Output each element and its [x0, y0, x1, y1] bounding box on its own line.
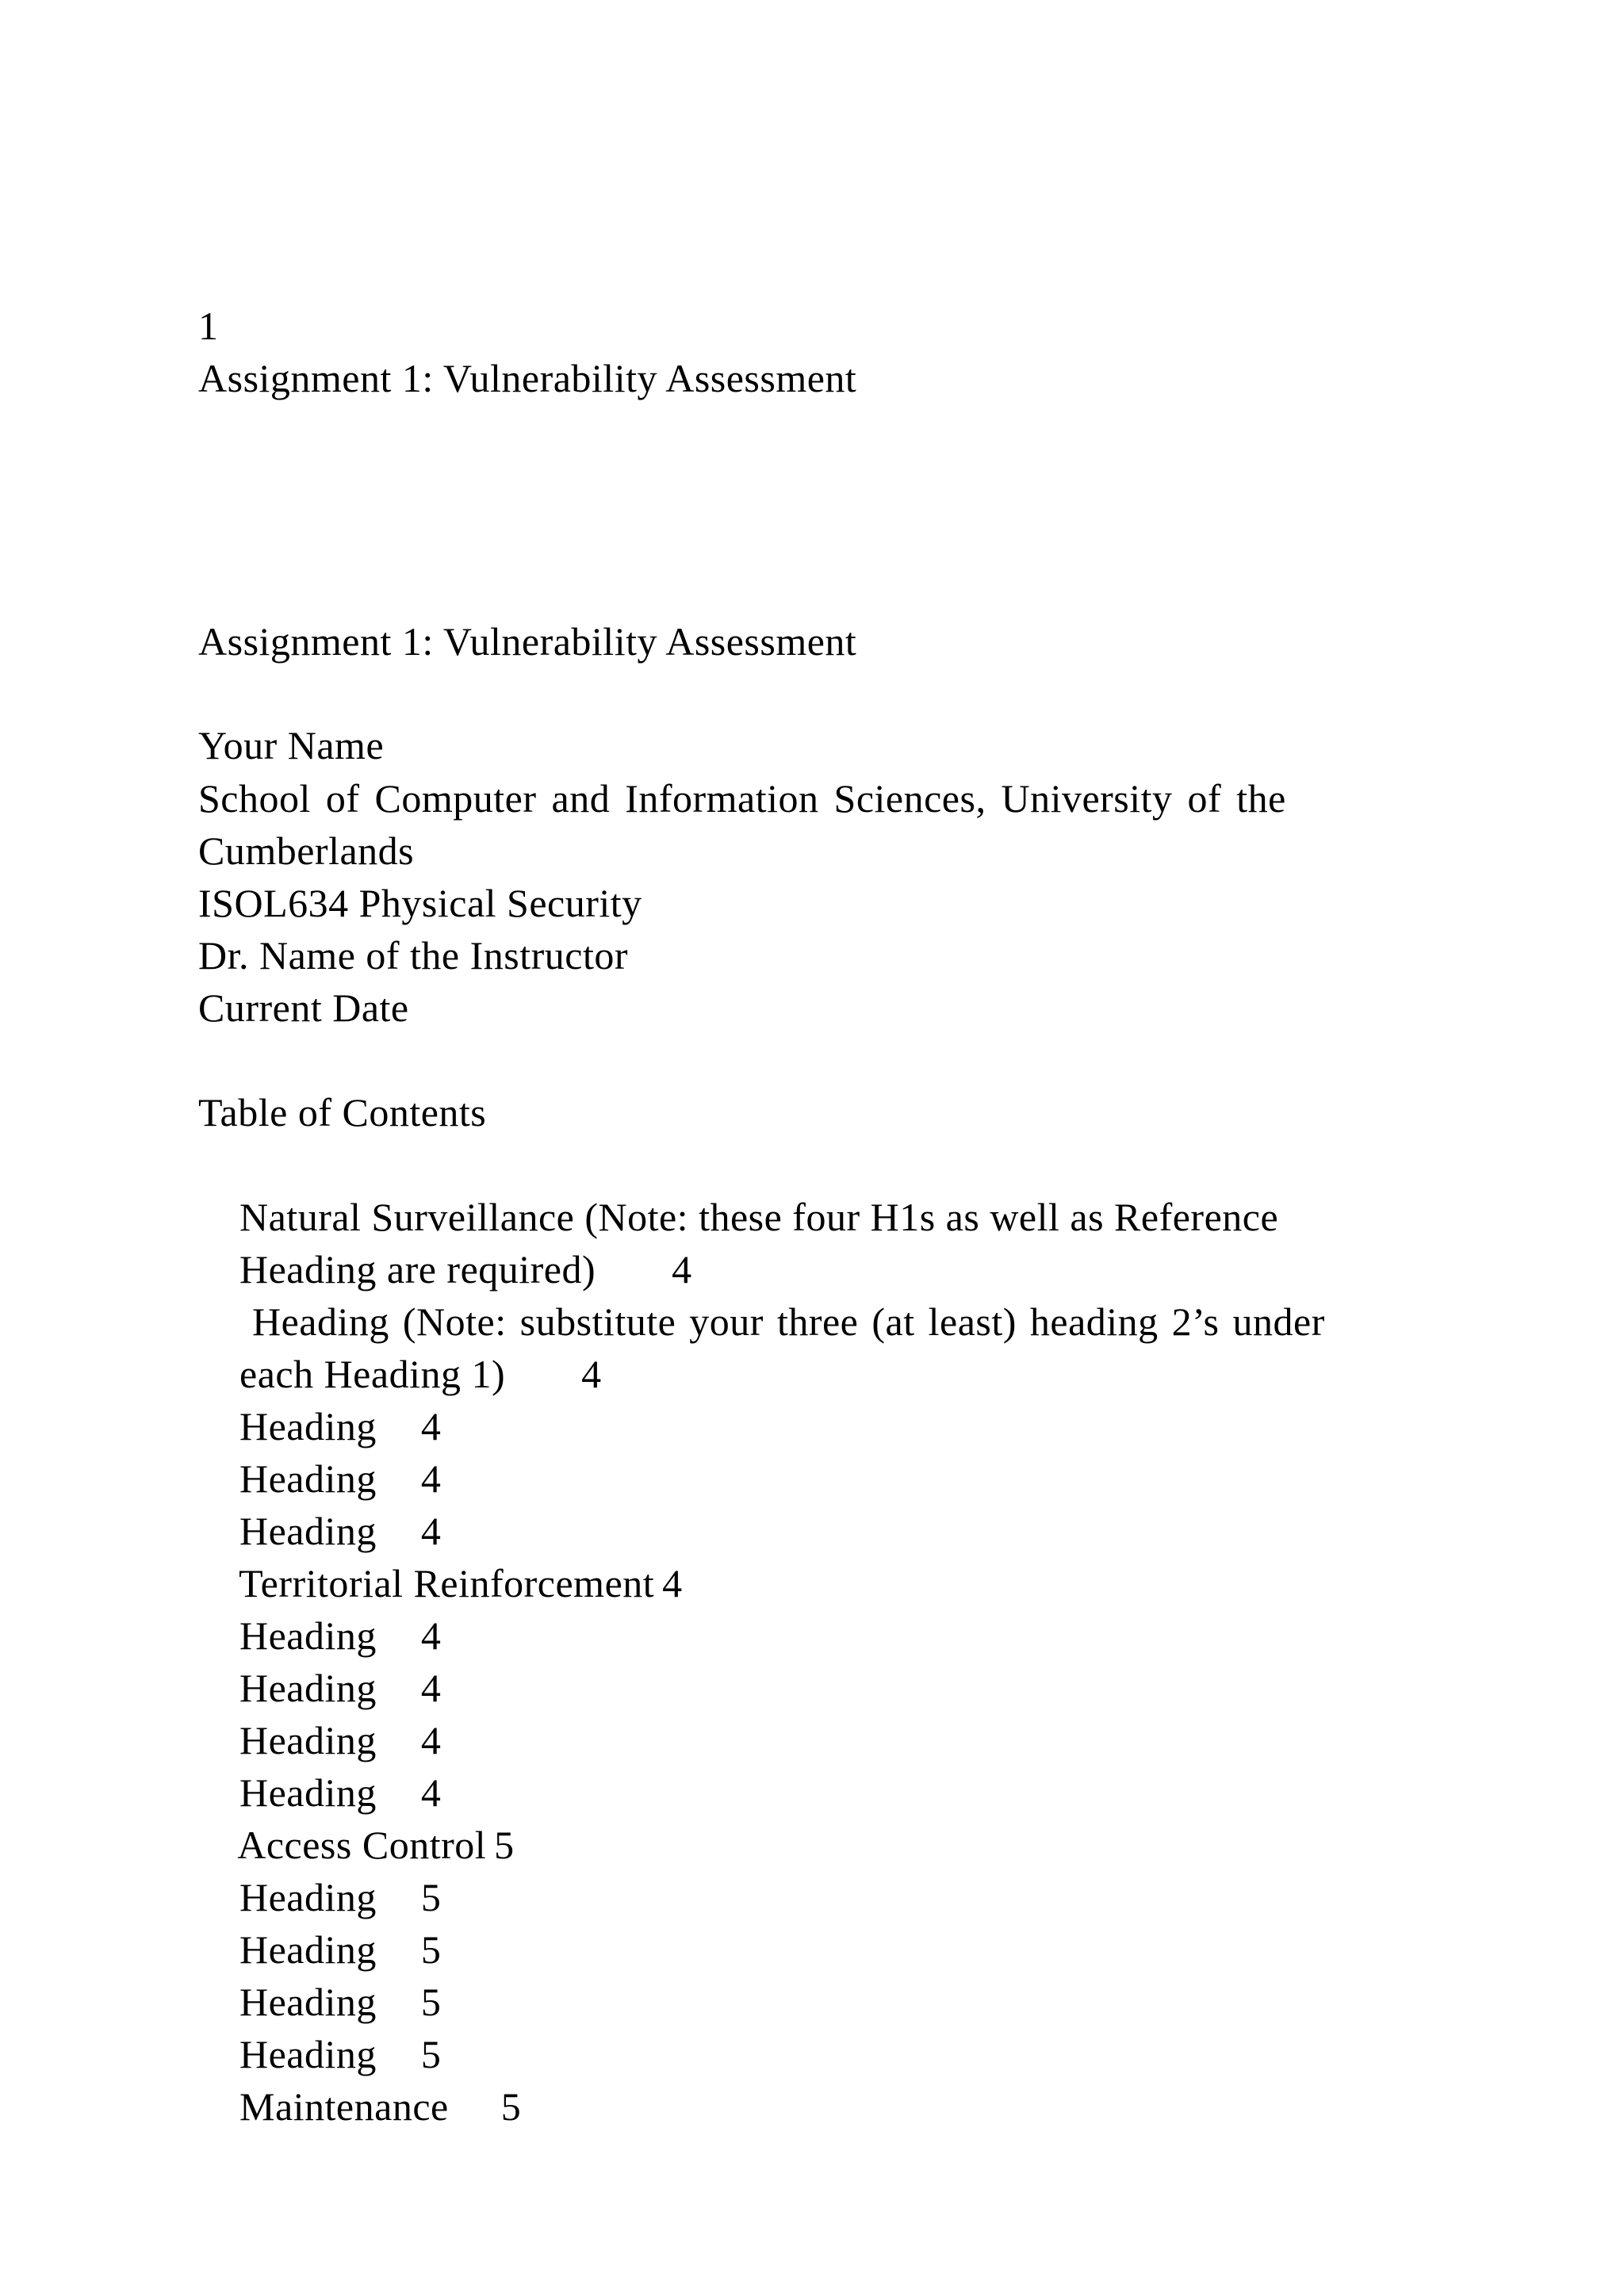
toc-entry-label: Heading — [239, 1980, 377, 2024]
toc-entry-page: 4 — [581, 1352, 602, 1396]
toc-entry-label: Heading — [239, 1404, 377, 1448]
toc-entry-page: 5 — [420, 1927, 442, 1972]
course-name: ISOL634 Physical Security — [198, 881, 642, 925]
toc-entry-label: Territorial Reinforcement — [239, 1561, 655, 1605]
toc-entry-page: 4 — [420, 1770, 442, 1815]
toc-entry-label: Heading — [239, 1718, 377, 1762]
toc-entry-label: Heading — [239, 1927, 377, 1972]
page-number: 1 — [198, 304, 219, 348]
toc-entry-page: 4 — [420, 1666, 442, 1710]
toc-entry-label: Heading (Note: substitute your three (at least) heading 2’s under — [252, 1299, 1325, 1344]
toc-entry-page: 4 — [420, 1613, 442, 1658]
toc-entry-page: 5 — [500, 2084, 522, 2129]
toc-entry-label: Heading — [239, 1666, 377, 1710]
toc-entry-label: Heading — [239, 1613, 377, 1658]
toc-entry-label: Heading — [239, 2032, 377, 2076]
toc-entry-label: Heading — [239, 1875, 377, 1919]
toc-entry[interactable] — [198, 2028, 521, 2185]
toc-entry-label: Heading are required) — [239, 1247, 596, 1292]
document-title: Assignment 1: Vulnerability Assessment — [198, 619, 857, 664]
submission-date: Current Date — [198, 985, 409, 1030]
toc-entry-page: 5 — [420, 1980, 442, 2024]
toc-entry-page: 5 — [494, 1823, 515, 1867]
toc-entry-page: 5 — [420, 2032, 442, 2076]
toc-entry-page: 5 — [420, 1875, 442, 1919]
toc-heading: Table of Contents — [198, 1090, 487, 1135]
author-name: Your Name — [198, 723, 385, 767]
affiliation-line-2: Cumberlands — [198, 828, 415, 873]
toc-entry-page: 4 — [672, 1247, 692, 1292]
toc-entry-label: Natural Surveillance (Note: these four H1s as well as Reference — [239, 1195, 1279, 1239]
toc-entry-label: each Heading 1) — [239, 1352, 506, 1396]
instructor-name: Dr. Name of the Instructor — [198, 933, 629, 978]
toc-entry-label: Maintenance — [239, 2084, 449, 2129]
running-title: Assignment 1: Vulnerability Assessment — [198, 356, 857, 400]
toc-entry-page: 4 — [420, 1404, 442, 1448]
toc-entry-page: 4 — [420, 1718, 442, 1762]
toc-entry-label: Heading — [239, 1509, 377, 1553]
toc-entry-page: 4 — [420, 1456, 442, 1501]
toc-entry-label: Heading — [239, 1770, 377, 1815]
toc-entry-page: 4 — [662, 1561, 683, 1605]
toc-entry-label: Access Control — [237, 1823, 487, 1867]
toc-entry-label: Heading — [239, 1456, 377, 1501]
affiliation-line-1: School of Computer and Information Sciences, University of the — [198, 776, 1286, 821]
toc-entry-page: 4 — [420, 1509, 442, 1553]
